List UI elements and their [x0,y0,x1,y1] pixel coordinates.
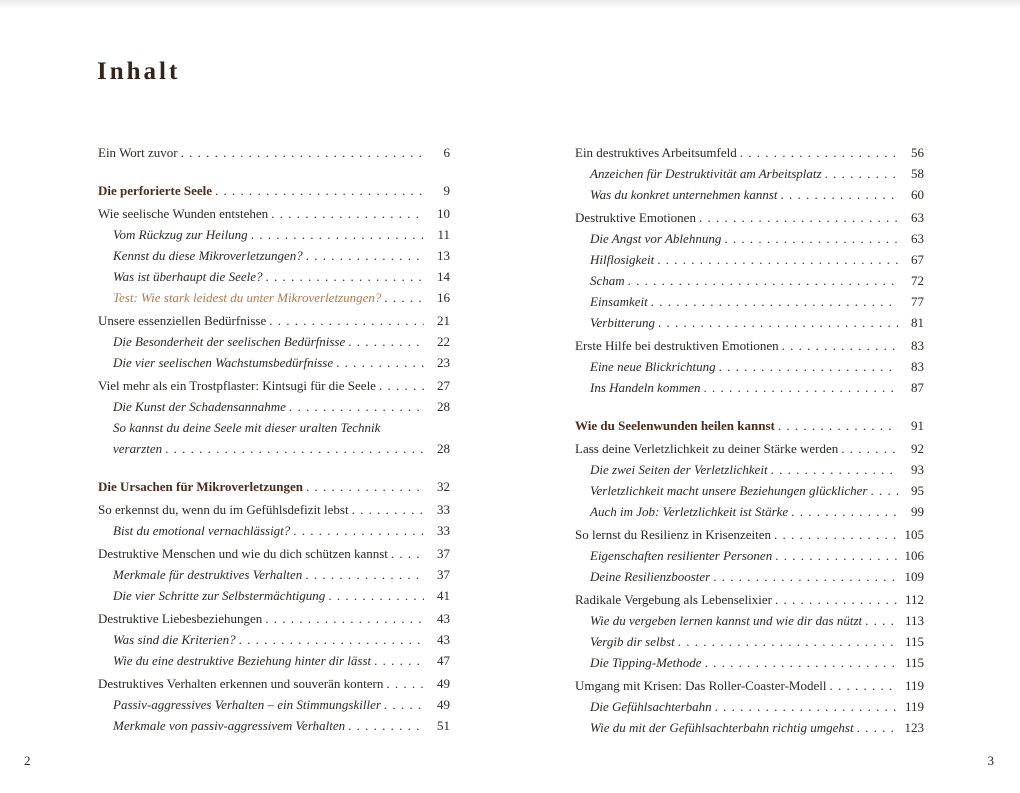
toc-entry-label: Wie du Seelenwunden heilen kannst [575,418,775,433]
toc-entry [575,291,924,312]
dot-leader [772,589,898,610]
toc-entry-label: Hilflosigkeit [590,252,655,267]
toc-entry-page: 113 [904,613,924,628]
toc-entry [98,694,450,715]
toc-entry-page: 49 [437,676,450,691]
toc-entry [575,566,924,587]
toc-entry-page: 83 [911,338,924,353]
toc-entry [98,650,450,671]
dot-leader [388,543,424,564]
toc-entry-label: Verletzlichkeit macht unsere Beziehungen glücklicher [590,483,868,498]
toc-entry [575,610,924,631]
toc-entry-page: 106 [904,548,924,563]
toc-entry-label: Was ist überhaupt die Seele? [113,269,263,284]
dot-leader [648,291,898,312]
toc-entry [575,631,924,652]
toc-entry-page: 87 [911,380,924,395]
toc-entry-label: Was du konkret unternehmen kannst [590,187,778,202]
toc-entry-label: Scham [590,273,625,288]
dot-leader [737,142,898,163]
dot-leader [383,673,424,694]
toc-entry [98,331,450,352]
toc-entry-label: Radikale Vergebung als Lebenselixier [575,592,772,607]
toc-entry-label: Wie du vergeben lernen kannst und wie dir das nützt [590,613,863,628]
dot-leader [655,312,898,333]
toc-entry [98,520,450,541]
toc-entry [98,476,450,497]
toc-entry-label: So kannst du deine Seele mit dieser uralten Technik [113,420,381,435]
toc-entry-page: 43 [437,611,450,626]
toc-entry [575,501,924,522]
toc-entry-label: Die Ursachen für Mikroverletzungen [98,479,303,494]
toc-entry-label: Eigenschaften resilienter Personen [590,548,773,563]
toc-entry-page: 60 [911,187,924,202]
toc-entry [575,377,924,398]
dot-leader [827,675,899,696]
toc-entry-label: Viel mehr als ein Trostpflaster: Kintsugi für die Seele [98,378,376,393]
toc-entry-page: 37 [437,546,450,561]
toc-entry [98,203,450,224]
toc-entry [575,717,924,738]
toc-entry-page: 6 [443,145,450,160]
left-page-number: 2 [24,753,31,768]
toc-entry-page: 32 [437,479,450,494]
dot-leader [262,608,424,629]
toc-entry-label: Was sind die Kriterien? [113,632,236,647]
dot-leader [721,228,898,249]
toc-entry [575,142,924,163]
toc-entry-page: 37 [437,567,450,582]
toc-entry-label: Die zwei Seiten der Verletzlichkeit [590,462,768,477]
toc-entry-page: 83 [911,359,924,374]
dot-leader [302,564,424,585]
toc-entry [575,480,924,501]
toc-entry-page: 10 [437,206,450,221]
dot-leader [376,375,424,396]
toc-entry-label: Ins Handeln kommen [590,380,701,395]
toc-entry [575,545,924,566]
toc-entry-page: 93 [911,462,924,477]
dot-leader [162,438,424,459]
toc-entry [575,207,924,228]
toc-entry-page: 14 [437,269,450,284]
toc-entry-label: Destruktive Liebesbeziehungen [98,611,263,626]
toc-entry [98,417,450,438]
toc-entry [98,142,450,163]
dot-leader [178,142,424,163]
toc-entry [98,396,450,417]
toc-entry [575,335,924,356]
toc-entry-label: Die vier seelischen Wachstumsbedürfnisse [113,355,334,370]
dot-leader [266,310,424,331]
page-title: Inhalt [97,58,181,85]
dot-leader [716,356,898,377]
dot-leader [345,331,424,352]
toc-entry-page: 56 [911,145,924,160]
toc-entry-label: Ein Wort zuvor [98,145,178,160]
toc-entry-label: Deine Resilienzbooster [590,569,711,584]
toc-entry-page: 63 [911,210,924,225]
dot-leader [772,545,898,566]
dot-leader [702,652,898,673]
dot-leader [768,459,898,480]
toc-entry-page: 43 [437,632,450,647]
toc-entry [575,438,924,459]
toc-entry-label: Die Besonderheit der seelischen Bedürfnisse [113,334,346,349]
dot-leader [349,499,424,520]
toc-entry-label: Wie du mit der Gefühlsachterbahn richtig umgehst [590,720,854,735]
dot-leader [371,650,424,671]
toc-entry-page: 91 [911,418,924,433]
toc-entry [98,564,450,585]
toc-entry-label: Passiv-aggressives Verhalten – ein Stimmungskiller [113,697,381,712]
dot-leader [303,245,424,266]
toc-entry [98,352,450,373]
toc-entry-label: Die perforierte Seele [98,183,213,198]
toc-entry [98,310,450,331]
toc-entry-page: 13 [437,248,450,263]
toc-entry-label: verarzten [113,441,163,456]
page-edge-shading [0,0,1020,8]
toc-entry [98,287,450,308]
right-page-number: 3 [987,753,994,768]
toc-entry-page: 72 [911,273,924,288]
toc-entry-label: Bist du emotional vernachlässigt? [113,523,291,538]
toc-entry-label: Auch im Job: Verletzlichkeit ist Stärke [590,504,789,519]
toc-entry [98,245,450,266]
toc-entry [98,543,450,564]
toc-entry-label: Ein destruktives Arbeitsumfeld [575,145,737,160]
toc-entry-page: 115 [904,655,924,670]
dot-leader [779,335,898,356]
toc-entry-page: 67 [911,252,924,267]
toc-entry-page: 63 [911,231,924,246]
toc-entry [98,266,450,287]
dot-leader [286,396,424,417]
toc-entry [98,180,450,201]
toc-entry [98,499,450,520]
dot-leader [710,566,898,587]
toc-entry-page: 92 [911,441,924,456]
dot-leader [675,631,898,652]
dot-leader [263,266,425,287]
toc-entry-label: Die Angst vor Ablehnung [590,231,722,246]
toc-entry-page: 49 [437,697,450,712]
toc-entry-label: Umgang mit Krisen: Das Roller-Coaster-Modell [575,678,827,693]
toc-entry-page: 41 [437,588,450,603]
toc-entry-label: Merkmale von passiv-aggressivem Verhalten [113,718,346,733]
toc-entry-page: 81 [911,315,924,330]
toc-entry-label: Verbitterung [590,315,655,330]
dot-leader [862,610,898,631]
toc-entry-page: 22 [437,334,450,349]
toc-entry [575,652,924,673]
toc-entry [575,696,924,717]
dot-leader [625,270,898,291]
toc-entry [98,585,450,606]
dot-leader [654,249,898,270]
toc-entry [98,608,450,629]
toc-entry-page: 99 [911,504,924,519]
dot-leader [778,184,898,205]
toc-entry-page: 27 [437,378,450,393]
dot-leader [696,207,898,228]
toc-entry-label: So erkennst du, wenn du im Gefühlsdefizit lebst [98,502,349,517]
toc-entry-page: 51 [437,718,450,733]
toc-entry-page: 47 [437,653,450,668]
toc-right-column [575,142,924,738]
toc-entry [575,163,924,184]
toc-entry-label: Vom Rückzug zur Heilung [113,227,248,242]
toc-entry [575,459,924,480]
toc-entry [575,270,924,291]
toc-entry [575,184,924,205]
toc-entry-page: 33 [437,523,450,538]
dot-leader [788,501,898,522]
toc-entry-page: 23 [437,355,450,370]
toc-entry-label: Merkmale für destruktives Verhalten [113,567,303,582]
toc-entry-label: Die Gefühlsachterbahn [590,699,712,714]
toc-entry-label: Die Tipping-Methode [590,655,702,670]
dot-leader [838,438,898,459]
toc-entry-label: Lass deine Verletzlichkeit zu deiner Stärke werden [575,441,839,456]
dot-leader [345,715,424,736]
toc-entry-label: Erste Hilfe bei destruktiven Emotionen [575,338,779,353]
toc-entry-label: Destruktives Verhalten erkennen und souverän kontern [98,676,384,691]
toc-entry-page: 119 [904,678,924,693]
toc-entry [98,715,450,736]
toc-entry-label: Einsamkeit [590,294,648,309]
toc-entry-page: 95 [911,483,924,498]
toc-entry-label: Wie seelische Wunden entstehen [98,206,269,221]
dot-leader [381,287,424,308]
toc-entry [575,228,924,249]
toc-entry-label: Unsere essenziellen Bedürfnisse [98,313,267,328]
toc-entry-page: 21 [437,313,450,328]
toc-entry-page: 105 [904,527,924,542]
dot-leader [822,163,898,184]
toc-entry [98,375,450,396]
toc-entry-label: Test: Wie stark leidest du unter Mikroverletzungen? [113,290,382,305]
toc-entry [575,675,924,696]
toc-entry [575,524,924,545]
toc-entry-page: 11 [437,227,450,242]
dot-leader [381,694,424,715]
dot-leader [268,203,424,224]
toc-entry [98,438,450,459]
dot-leader [867,480,898,501]
toc-entry [575,356,924,377]
toc-entry-page: 58 [911,166,924,181]
toc-entry [98,224,450,245]
toc-entry [575,589,924,610]
dot-leader [771,524,898,545]
dot-leader [212,180,424,201]
toc-entry [575,312,924,333]
toc-entry-page: 28 [437,399,450,414]
toc-entry-label: Wie du eine destruktive Beziehung hinter dir lässt [113,653,372,668]
toc-entry-page: 109 [904,569,924,584]
toc-entry [98,629,450,650]
dot-leader [333,352,424,373]
dot-leader [325,585,424,606]
toc-entry-page: 123 [904,720,924,735]
dot-leader [303,476,424,497]
toc-entry [575,249,924,270]
toc-entry-label: Eine neue Blickrichtung [590,359,716,374]
dot-leader [712,696,898,717]
toc-entry-label: So lernst du Resilienz in Krisenzeiten [575,527,772,542]
toc-entry-page: 33 [437,502,450,517]
toc-entry [575,415,924,436]
dot-leader [854,717,898,738]
dot-leader [236,629,424,650]
toc-entry-page: 119 [904,699,924,714]
toc-entry-label: Destruktive Menschen und wie du dich schützen kannst [98,546,388,561]
toc-entry-page: 115 [904,634,924,649]
toc-entry-page: 112 [904,592,924,607]
toc-entry-page: 28 [437,441,450,456]
toc-entry-label: Anzeichen für Destruktivität am Arbeitsplatz [590,166,822,181]
dot-leader [248,224,424,245]
toc-left-column [98,142,450,736]
toc-entry-label: Die vier Schritte zur Selbstermächtigung [113,588,326,603]
dot-leader [290,520,424,541]
toc-entry-label: Destruktive Emotionen [575,210,696,225]
toc-entry-label: Die Kunst der Schadensannahme [113,399,286,414]
toc-entry-label: Kennst du diese Mikroverletzungen? [113,248,303,263]
toc-entry-page: 77 [911,294,924,309]
toc-entry [98,673,450,694]
toc-entry-label: Vergib dir selbst [590,634,675,649]
dot-leader [775,415,898,436]
dot-leader [700,377,898,398]
toc-entry-page: 9 [443,183,450,198]
toc-entry-page: 16 [437,290,450,305]
